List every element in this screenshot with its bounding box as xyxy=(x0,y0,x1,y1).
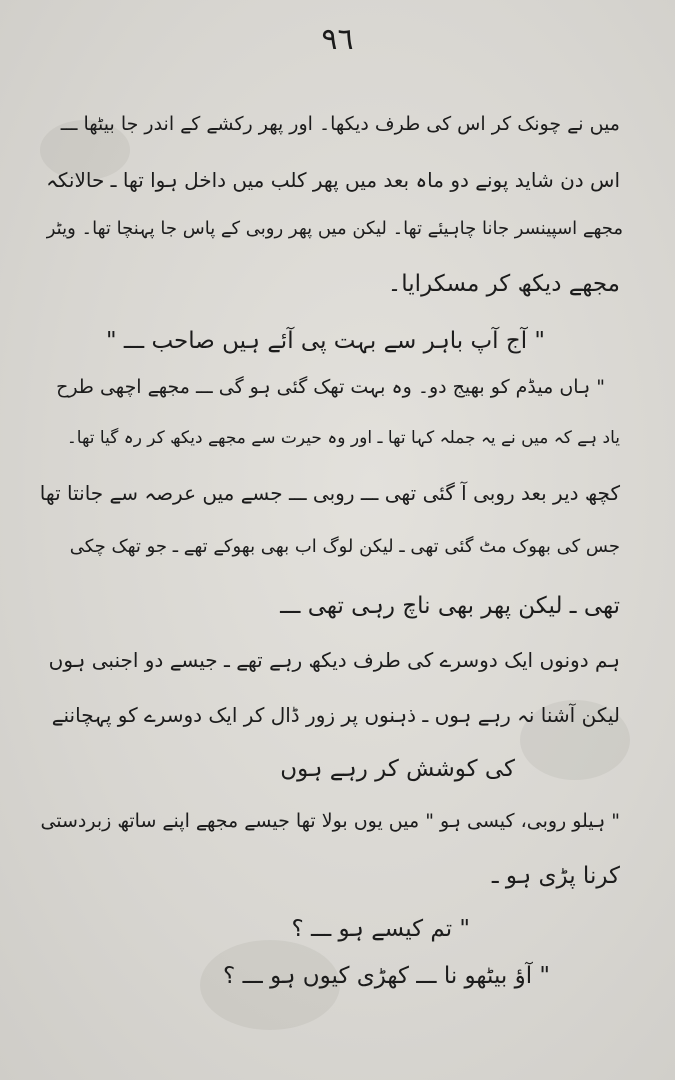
text-line: یاد ہے کہ میں نے یہ جملہ کہا تھا ـ اور وہ حیرت سے مجھے دیکھ کر رہ گیا تھا۔ xyxy=(66,428,620,448)
text-line: ہم دونوں ایک دوسرے کی طرف دیکھ رہے تھے ـ جیسے دو اجنبی ہوں xyxy=(48,648,620,672)
text-line: " آج آپ باہر سے بہت پی آئے ہیں صاحب ـــ " xyxy=(106,328,545,354)
text-line: اس دن شاید پونے دو ماہ بعد میں پھر کلب میں داخل ہوا تھا ـ حالانکہ xyxy=(46,168,620,192)
text-line: لیکن آشنا نہ رہے ہوں ـ ذہنوں پر زور ڈال کر ایک دوسرے کو پہچاننے xyxy=(51,703,620,727)
text-line: کرنا پڑی ہو ـ xyxy=(491,863,620,889)
text-line: میں نے چونک کر اس کی طرف دیکھا۔ اور پھر رکشے کے اندر جا بیٹھا ـــ xyxy=(60,113,620,135)
text-line: تھی ـ لیکن پھر بھی ناچ رہی تھی ـــ xyxy=(280,593,620,619)
text-line: کی کوشش کر رہے ہوں xyxy=(280,756,515,782)
text-line: جس کی بھوک مٹ گئی تھی ـ لیکن لوگ اب بھی بھوکے تھے ـ جو تھک چکی xyxy=(69,536,620,557)
text-line: مجھے اسپینسر جانا چاہیئے تھا۔ لیکن میں پھر روبی کے پاس جا پہنچا تھا۔ ویٹر xyxy=(46,218,623,239)
text-line: " تم کیسے ہو ـــ ؟ xyxy=(291,916,470,942)
text-line: کچھ دیر بعد روبی آ گئی تھی ـــ روبی ـــ جسے میں عرصہ سے جانتا تھا xyxy=(39,481,620,505)
text-line: " آؤ بیٹھو نا ـــ کھڑی کیوں ہو ـــ ؟ xyxy=(223,963,550,989)
text-line: " ہیلو روبی، کیسی ہو " میں یوں بولا تھا جیسے مجھے اپنے ساتھ زبردستی xyxy=(40,810,620,832)
text-line: مجھے دیکھ کر مسکرایا۔ xyxy=(387,271,620,297)
page-number: ٩٦ xyxy=(321,22,354,57)
text-line: " ہاں میڈم کو بھیج دو۔ وہ بہت تھک گئی ہو گی ـــ مجھے اچھی طرح xyxy=(56,376,605,398)
